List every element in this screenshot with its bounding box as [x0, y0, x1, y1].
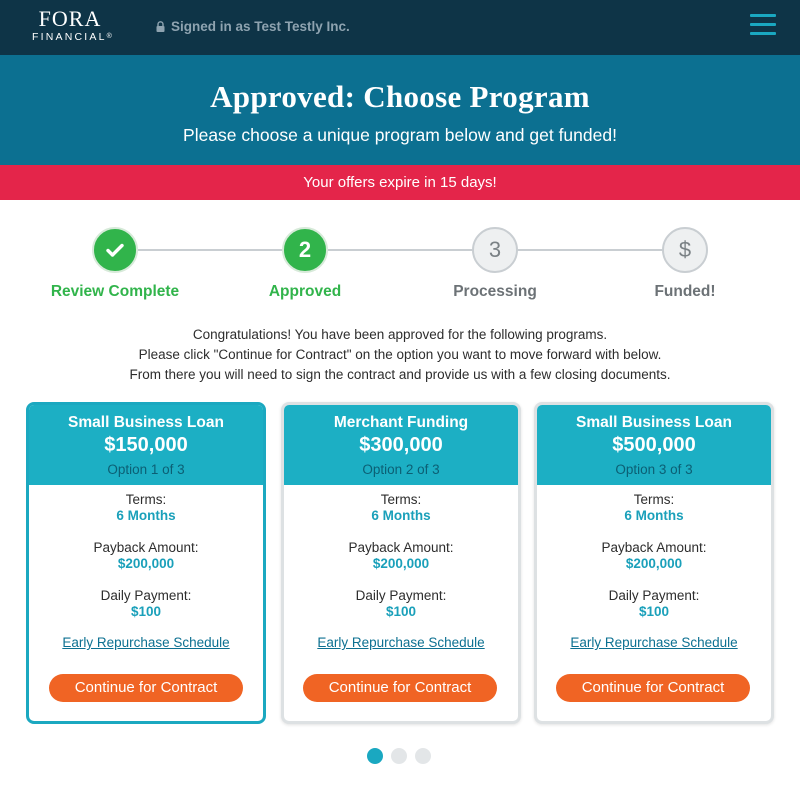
offer-card-3[interactable]: [534, 402, 774, 724]
offer-program-name: Small Business Loan: [68, 414, 224, 431]
offer-option-index: Option 2 of 3: [362, 462, 440, 477]
signed-in-status: [156, 19, 350, 34]
step-processing: 3: [472, 227, 518, 273]
step-label-funded: Funded!: [654, 283, 716, 300]
lock-icon: [156, 21, 165, 32]
carousel-pagination: [0, 748, 800, 764]
continue-for-contract-button[interactable]: Continue for Contract: [49, 674, 243, 702]
payback-label: Payback Amount:: [601, 540, 707, 555]
terms-label: Terms:: [380, 492, 422, 507]
continue-for-contract-button[interactable]: Continue for Contract: [556, 674, 750, 702]
offer-amount: $150,000: [104, 434, 188, 456]
payback-label: Payback Amount:: [93, 540, 199, 555]
page-subtitle: Please choose a unique program below and get funded!: [183, 125, 617, 145]
terms-label: Terms:: [125, 492, 167, 507]
approval-message-line: Congratulations! You have been approved for the following programs.: [192, 327, 608, 342]
terms-label: Terms:: [633, 492, 675, 507]
offer-option-index: Option 3 of 3: [615, 462, 693, 477]
terms-value: 6 Months: [624, 508, 684, 523]
daily-payment-label: Daily Payment:: [100, 588, 192, 603]
pagination-dot-2[interactable]: [391, 748, 407, 764]
approval-message-line: From there you will need to sign the contract and provide us with a few closing documents.: [129, 367, 671, 382]
approval-message-line: Please click "Continue for Contract" on the option you want to move forward with below.: [138, 347, 662, 362]
step-connector: [517, 249, 663, 251]
logo-wordmark: FORA: [38, 6, 102, 31]
step-connector: [137, 249, 283, 251]
signed-in-text: Signed in as Test Testly Inc.: [171, 19, 350, 34]
offer-expiry-banner: Your offers expire in 15 days!: [0, 165, 800, 200]
step-label-review-complete: Review Complete: [50, 283, 180, 300]
progress-stepper: [0, 200, 800, 315]
hero-banner: [0, 55, 800, 165]
payback-value: $200,000: [117, 556, 175, 571]
offer-card-2[interactable]: [281, 402, 521, 724]
pagination-dot-1[interactable]: [367, 748, 383, 764]
logo-subtitle: FINANCIAL®: [32, 31, 112, 43]
step-funded: $: [662, 227, 708, 273]
daily-payment-value: $100: [638, 604, 670, 619]
offer-amount: $500,000: [612, 434, 696, 456]
step-label-approved: Approved: [268, 283, 342, 300]
daily-payment-label: Daily Payment:: [355, 588, 447, 603]
daily-payment-value: $100: [385, 604, 417, 619]
daily-payment-value: $100: [130, 604, 162, 619]
approval-message: [0, 325, 800, 385]
step-review-complete: [92, 227, 138, 273]
terms-value: 6 Months: [371, 508, 431, 523]
early-repurchase-schedule-link[interactable]: Early Repurchase Schedule: [570, 635, 738, 650]
early-repurchase-schedule-link[interactable]: Early Repurchase Schedule: [317, 635, 485, 650]
offer-card-header: [284, 405, 518, 485]
payback-value: $200,000: [372, 556, 430, 571]
offer-card-header: [537, 405, 771, 485]
payback-label: Payback Amount:: [348, 540, 454, 555]
offer-amount: $300,000: [359, 434, 443, 456]
checkmark-icon: [104, 239, 126, 261]
offer-program-name: Small Business Loan: [576, 414, 732, 431]
daily-payment-label: Daily Payment:: [608, 588, 700, 603]
offer-program-name: Merchant Funding: [333, 414, 469, 431]
payback-value: $200,000: [625, 556, 683, 571]
page-title: Approved: Choose Program: [210, 79, 590, 114]
step-connector: [327, 249, 473, 251]
pagination-dot-3[interactable]: [415, 748, 431, 764]
top-nav: [0, 0, 800, 55]
hamburger-menu-icon[interactable]: [750, 14, 776, 38]
offer-card-header: [29, 405, 263, 485]
terms-value: 6 Months: [116, 508, 176, 523]
fora-financial-logo[interactable]: [30, 8, 110, 48]
offer-option-index: Option 1 of 3: [107, 462, 185, 477]
offer-card-1[interactable]: [26, 402, 266, 724]
step-approved: 2: [282, 227, 328, 273]
early-repurchase-schedule-link[interactable]: Early Repurchase Schedule: [62, 635, 230, 650]
step-label-processing: Processing: [453, 283, 537, 300]
continue-for-contract-button[interactable]: Continue for Contract: [303, 674, 497, 702]
